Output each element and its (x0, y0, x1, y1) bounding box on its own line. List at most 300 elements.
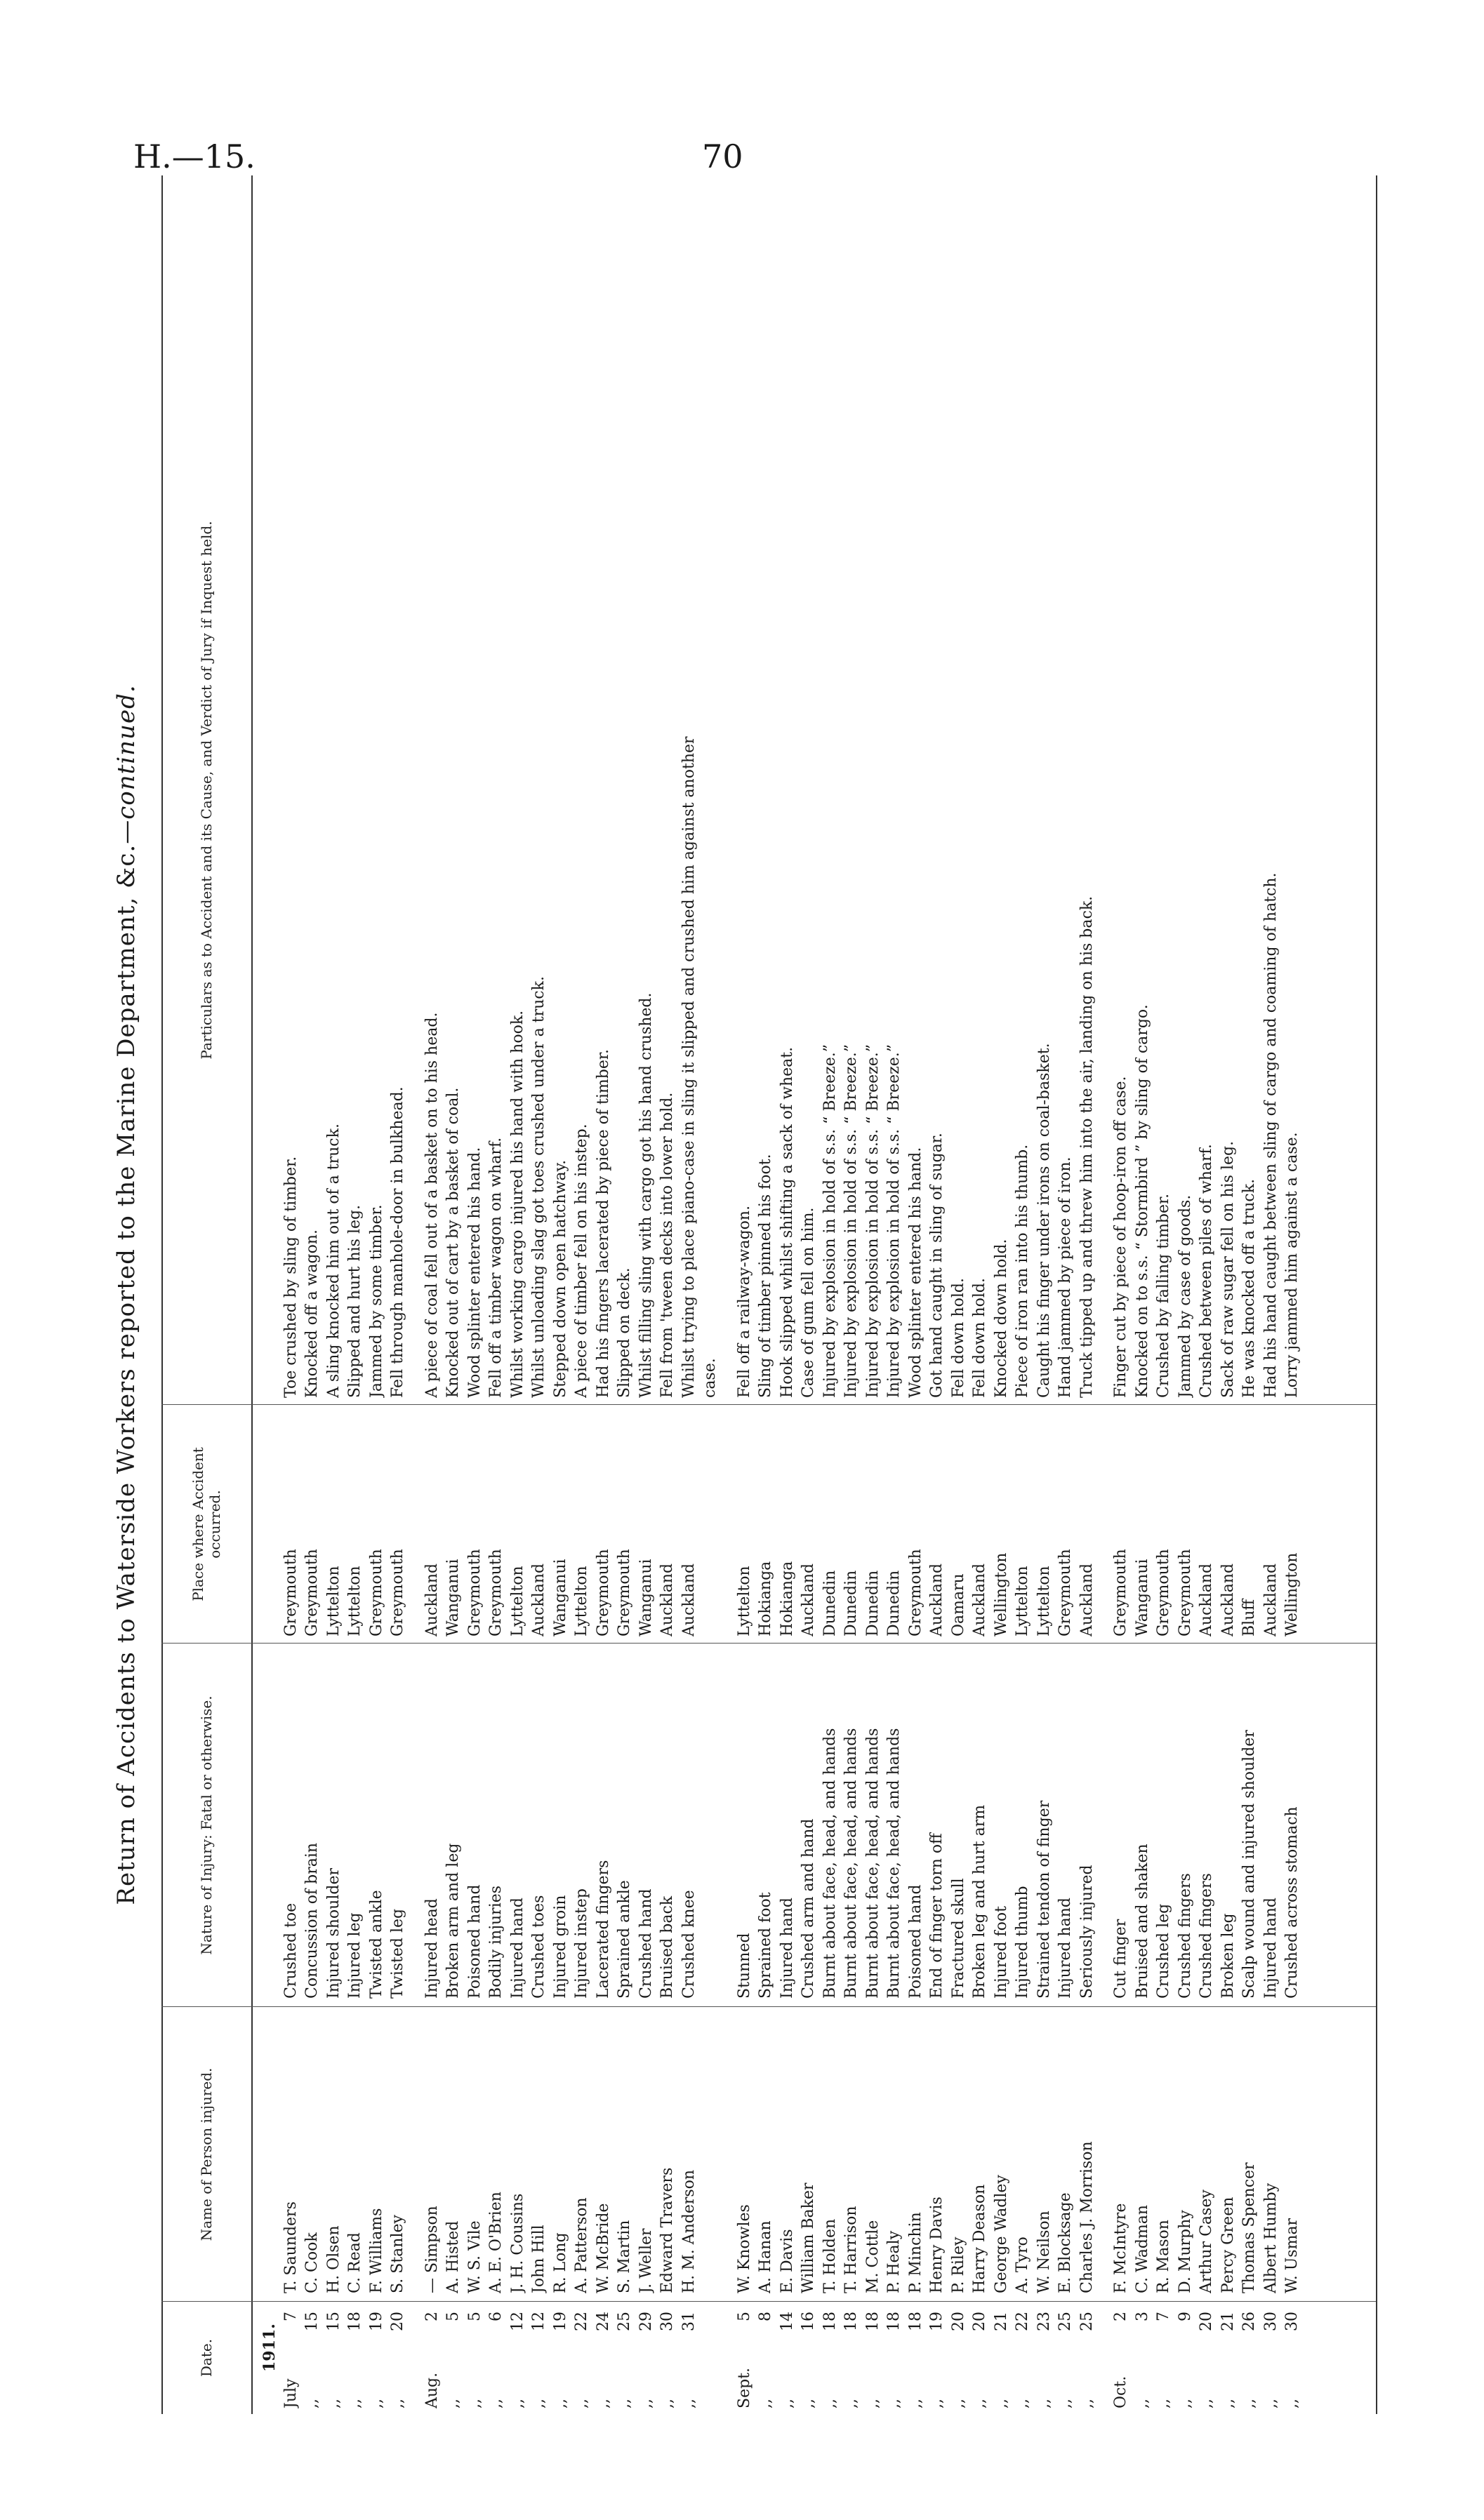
column-header-date: Date. (198, 2338, 215, 2378)
table-row (927, 175, 947, 2414)
column-header-name: Name of Person injured. (198, 2067, 215, 2241)
accident-particulars: Fell from 'tween decks into lower hold. (658, 1092, 676, 1398)
accident-particulars: Injured by explosion in hold of s.s. “ Breeze.” (821, 1044, 839, 1398)
date-month: ,, (346, 2399, 364, 2408)
accident-place: Dunedin (885, 1570, 903, 1636)
date-month: ,, (757, 2399, 774, 2408)
date-month: ,, (303, 2399, 321, 2408)
accident-place: Auckland (530, 1563, 548, 1636)
accident-place: Lyttelton (735, 1566, 753, 1636)
table-top-rule (161, 175, 163, 2414)
table-row (1013, 175, 1033, 2414)
table-row (842, 175, 861, 2414)
table-row (465, 175, 485, 2414)
accident-particulars: Sling of timber pinned his foot. (757, 1154, 774, 1398)
accident-particulars: Crushed by falling timber. (1155, 1193, 1172, 1398)
table-row (508, 175, 528, 2414)
date-day: 29 (637, 2312, 655, 2331)
table-row (821, 175, 840, 2414)
accident-particulars: Knocked down hold. (992, 1239, 1010, 1398)
accident-place: Auckland (680, 1563, 698, 1636)
date-month: ,, (1198, 2399, 1215, 2408)
person-name: A. E. O'Brien (487, 2192, 505, 2293)
person-name: C. Cook (303, 2232, 321, 2293)
accident-particulars: Fell down hold. (971, 1278, 988, 1398)
accident-place: Greymouth (465, 1549, 484, 1636)
date-day: 20 (971, 2312, 988, 2331)
date-month: ,, (487, 2399, 505, 2408)
person-name: R. Long (551, 2232, 569, 2293)
injury-nature: Burnt about face, head, and hands (842, 1728, 860, 1999)
date-day: 7 (281, 2312, 300, 2321)
date-day: 18 (346, 2312, 364, 2331)
table-title-continued: —continued. (112, 684, 140, 844)
year-label: 1911. (260, 2324, 279, 2372)
table-row (1111, 175, 1131, 2414)
date-month: ,, (551, 2399, 569, 2408)
date-month: ,, (949, 2399, 967, 2408)
injury-nature: Crushed toes (530, 1895, 548, 1999)
date-month: ,, (1283, 2399, 1301, 2408)
date-day: 19 (551, 2312, 569, 2331)
person-name: P. Riley (949, 2236, 967, 2293)
date-month: ,, (444, 2399, 462, 2408)
date-day: 15 (303, 2312, 321, 2331)
accident-place: Greymouth (1056, 1549, 1074, 1636)
injury-nature: Injured shoulder (324, 1868, 343, 1999)
table-row (1197, 175, 1217, 2414)
date-month: ,, (389, 2399, 406, 2408)
date-day: 8 (757, 2312, 774, 2321)
date-month: ,, (1078, 2399, 1096, 2408)
date-day: 19 (367, 2312, 385, 2331)
date-day: 25 (1056, 2312, 1074, 2331)
accident-particulars: Knocked out of cart by a basket of coal. (444, 1087, 462, 1398)
person-name: S. Martin (616, 2220, 633, 2293)
injury-nature: Broken leg and hurt arm (971, 1804, 988, 1999)
accident-particulars: Got hand caught in sling of sugar. (928, 1133, 946, 1398)
table-row (367, 175, 387, 2414)
person-name: W. S. Vile (465, 2220, 484, 2293)
accident-place: Bluff (1240, 1599, 1258, 1636)
accident-place: Greymouth (487, 1549, 505, 1636)
accident-place: Lyttelton (573, 1566, 590, 1636)
accident-place: Greymouth (594, 1549, 612, 1636)
accident-particulars: Whilst working cargo injured his hand with hook. (508, 1010, 526, 1398)
accident-particulars: Lorry jammed him against a case. (1283, 1132, 1301, 1398)
accident-place: Auckland (928, 1563, 946, 1636)
accident-particulars: Wood splinter entered his hand. (465, 1147, 484, 1398)
person-name: A. Tyro (1014, 2236, 1031, 2293)
accident-particulars: Finger cut by piece of hoop-iron off case. (1112, 1076, 1129, 1398)
table-row (529, 175, 549, 2414)
person-name: E. Blocksage (1056, 2192, 1074, 2293)
accident-place: Auckland (423, 1563, 441, 1636)
injury-nature: Crushed across stomach (1283, 1806, 1301, 1999)
person-name: C. Wadman (1133, 2204, 1151, 2293)
person-name: Percy Green (1219, 2196, 1237, 2293)
injury-nature: Crushed arm and hand (800, 1818, 817, 1999)
date-day: 21 (992, 2312, 1010, 2331)
injury-nature: Bruised and shaken (1133, 1844, 1151, 1999)
accident-place: Greymouth (906, 1549, 925, 1636)
accident-particulars: He was knocked off a truck. (1240, 1178, 1258, 1398)
accident-particulars: Whilst filling sling with cargo got his hand crushed. (637, 992, 655, 1398)
table-row (906, 175, 926, 2414)
person-name: Charles J. Morrison (1078, 2141, 1096, 2293)
person-name: W. McBride (594, 2203, 612, 2293)
table-row (1261, 175, 1281, 2414)
accident-place: Dunedin (863, 1570, 882, 1636)
accident-place: Lyttelton (508, 1566, 526, 1636)
date-month: Sept. (735, 2367, 753, 2408)
table-row (885, 175, 904, 2414)
date-month: ,, (1056, 2399, 1074, 2408)
table-row (863, 175, 883, 2414)
injury-nature: Burnt about face, head, and hands (885, 1728, 903, 1999)
table-row (594, 175, 614, 2414)
date-day: 31 (680, 2312, 698, 2331)
date-day: 5 (444, 2312, 462, 2321)
date-month: ,, (324, 2399, 343, 2408)
accident-place: Dunedin (842, 1570, 860, 1636)
date-day: 6 (487, 2312, 505, 2321)
date-day: 30 (1261, 2312, 1280, 2331)
accident-particulars: A piece of coal fell out of a basket on to his head. (423, 1012, 441, 1398)
table-row (756, 175, 776, 2414)
person-name: F. McIntyre (1112, 2203, 1129, 2293)
accident-particulars: Whilst unloading slag got toes crushed under a truck. (530, 976, 548, 1398)
accident-particulars: Injured by explosion in hold of s.s. “ Breeze.” (863, 1044, 882, 1398)
person-name: F. Williams (367, 2208, 385, 2293)
table-row (680, 175, 699, 2414)
injury-nature: Crushed leg (1155, 1903, 1172, 1999)
person-name: W. Knowles (735, 2204, 753, 2293)
table-row (992, 175, 1012, 2414)
date-day: 30 (658, 2312, 676, 2331)
accident-particulars: Toe crushed by sling of timber. (281, 1156, 300, 1398)
accident-particulars: Hook slipped whilst shifting a sack of wheat. (778, 1046, 796, 1398)
accident-place: Auckland (1261, 1563, 1280, 1636)
injury-nature: Bruised back (658, 1895, 676, 1999)
date-day: 2 (423, 2312, 441, 2321)
accident-particulars: Injured by explosion in hold of s.s. “ Breeze.” (842, 1044, 860, 1398)
date-month: ,, (1176, 2399, 1194, 2408)
person-name: John Hill (530, 2225, 548, 2293)
person-name: Harry Deason (971, 2184, 988, 2293)
date-day: 23 (1035, 2312, 1053, 2331)
table-row (658, 175, 677, 2414)
date-month: ,, (573, 2399, 590, 2408)
injury-nature: Cut finger (1112, 1919, 1129, 1999)
accident-place: Auckland (658, 1563, 676, 1636)
accident-particulars: Sack of raw sugar fell on his leg. (1219, 1140, 1237, 1398)
date-day: 24 (594, 2312, 612, 2331)
injury-nature: Injured hand (508, 1898, 526, 1999)
rotated-table-sheet (112, 175, 1383, 2414)
table-row (1154, 175, 1174, 2414)
accident-particulars: Slipped and hurt his leg. (346, 1204, 364, 1398)
person-name: H. M. Anderson (680, 2169, 698, 2293)
accident-place: Wanganui (551, 1559, 569, 1636)
person-name: P. Healy (885, 2230, 903, 2293)
injury-nature: Twisted ankle (367, 1890, 385, 1999)
injury-nature: Poisoned hand (906, 1884, 925, 1999)
date-month: ,, (863, 2399, 882, 2408)
accident-place: Greymouth (1112, 1549, 1129, 1636)
accident-particulars: Fell off a timber wagon on wharf. (487, 1137, 505, 1398)
person-name: — Simpson (423, 2206, 441, 2293)
accident-place: Wanganui (1133, 1559, 1151, 1636)
person-name: George Wadley (992, 2175, 1010, 2293)
person-name: T. Saunders (281, 2201, 300, 2293)
table-row (281, 175, 301, 2414)
accident-place: Wellington (992, 1552, 1010, 1636)
injury-nature: Burnt about face, head, and hands (863, 1728, 882, 1999)
table-row (1176, 175, 1195, 2414)
person-name: T. Harrison (842, 2206, 860, 2293)
date-month: ,, (1240, 2399, 1258, 2408)
date-day: 12 (530, 2312, 548, 2331)
date-month: ,, (367, 2399, 385, 2408)
accident-place: Lyttelton (1035, 1566, 1053, 1636)
injury-nature: Injured hand (778, 1898, 796, 1999)
accident-place: Greymouth (367, 1549, 385, 1636)
date-day: 20 (389, 2312, 406, 2331)
injury-nature: Injured head (423, 1898, 441, 1999)
year-row (260, 175, 279, 2414)
injury-nature: Injured hand (1056, 1898, 1074, 1999)
date-month: ,, (1035, 2399, 1053, 2408)
injury-nature: Crushed fingers (1198, 1873, 1215, 1999)
accident-particulars: Had his hand caught between sling of cargo and coaming of hatch. (1261, 872, 1280, 1398)
date-month: ,, (1014, 2399, 1031, 2408)
accident-particulars: Fell down hold. (949, 1278, 967, 1398)
accident-place: Greymouth (389, 1549, 406, 1636)
accident-place: Wanganui (637, 1559, 655, 1636)
accident-particulars: Slipped on deck. (616, 1267, 633, 1398)
date-month: ,, (885, 2399, 903, 2408)
accident-place: Wanganui (444, 1559, 462, 1636)
table-row (949, 175, 969, 2414)
date-day: 15 (324, 2312, 343, 2331)
injury-nature: Injured groin (551, 1895, 569, 1999)
table-title (112, 175, 140, 2414)
person-name: T. Holden (821, 2218, 839, 2293)
table-row (572, 175, 592, 2414)
table-row (970, 175, 990, 2414)
accident-place: Greymouth (616, 1549, 633, 1636)
injury-nature: Injured hand (1261, 1898, 1280, 1999)
accident-place: Auckland (1078, 1563, 1096, 1636)
accident-particulars: Case of gum fell on him. (800, 1207, 817, 1398)
injury-nature: Sprained ankle (616, 1880, 633, 1999)
accident-particulars: Crushed between piles of wharf. (1198, 1144, 1215, 1398)
date-month: ,, (842, 2399, 860, 2408)
date-month: July (281, 2378, 300, 2408)
date-day: 30 (1283, 2312, 1301, 2331)
accident-particulars: A sling knocked him out of a truck. (324, 1124, 343, 1398)
person-name: A. Patterson (573, 2197, 590, 2293)
accident-place: Greymouth (303, 1549, 321, 1636)
injury-nature: Lacerated fingers (594, 1860, 612, 1999)
accident-particulars: Wood splinter entered his hand. (906, 1147, 925, 1398)
accident-particulars: Piece of iron ran into his thumb. (1014, 1144, 1031, 1398)
date-day: 18 (842, 2312, 860, 2331)
table-row (637, 175, 656, 2414)
accident-place: Auckland (1219, 1563, 1237, 1636)
person-name: William Baker (800, 2182, 817, 2293)
date-month: ,, (680, 2399, 698, 2408)
date-month: ,, (800, 2399, 817, 2408)
date-month: ,, (1261, 2399, 1280, 2408)
person-name: P. Minchin (906, 2212, 925, 2293)
date-day: 16 (800, 2312, 817, 2331)
table-row (778, 175, 797, 2414)
person-name: S. Stanley (389, 2215, 406, 2293)
date-month: ,, (616, 2399, 633, 2408)
injury-nature: Scalp wound and injured shoulder (1240, 1730, 1258, 1999)
date-day: 18 (863, 2312, 882, 2331)
date-month: Aug. (423, 2372, 441, 2408)
date-day: 9 (1176, 2312, 1194, 2321)
page-number: 70 (702, 138, 743, 175)
column-header-injury: Nature of Injury: Fatal or otherwise. (198, 1695, 215, 1955)
accident-place: Hokianga (757, 1561, 774, 1636)
injury-nature: Injured foot (992, 1906, 1010, 1999)
table-row (1283, 175, 1302, 2414)
accident-place: Lyttelton (346, 1566, 364, 1636)
table-row (735, 175, 755, 2414)
accident-particulars: Fell through manhole-door in bulkhead. (389, 1086, 406, 1398)
injury-nature: Burnt about face, head, and hands (821, 1728, 839, 1999)
table-bottom-rule (1376, 175, 1377, 2414)
date-day: 22 (1014, 2312, 1031, 2331)
accident-particulars: Truck tipped up and threw him into the air, landing on his back. (1078, 895, 1096, 1398)
accident-particulars: Jammed by case of goods. (1176, 1194, 1194, 1398)
person-name: J. H. Cousins (508, 2193, 526, 2293)
accident-place: Hokianga (778, 1561, 796, 1636)
person-name: D. Murphy (1176, 2210, 1194, 2293)
accident-place: Auckland (800, 1563, 817, 1636)
date-month: ,, (821, 2399, 839, 2408)
person-name: Arthur Casey (1198, 2189, 1215, 2293)
accident-place: Greymouth (281, 1549, 300, 1636)
table-row (1219, 175, 1238, 2414)
injury-nature: Injured thumb (1014, 1886, 1031, 1999)
accident-particulars: Caught his finger under irons on coal-basket. (1035, 1043, 1053, 1398)
injury-nature: Crushed hand (637, 1888, 655, 1999)
injury-nature: Strained tendon of finger (1035, 1800, 1053, 1999)
table-row (388, 175, 408, 2414)
date-day: 22 (573, 2312, 590, 2331)
accident-place: Wellington (1283, 1552, 1301, 1636)
person-name: Edward Travers (658, 2167, 676, 2293)
accident-particulars: case. (701, 1358, 719, 1398)
date-month: ,, (778, 2399, 796, 2408)
injury-nature: Poisoned hand (465, 1884, 484, 1999)
date-day: 3 (1133, 2312, 1151, 2321)
accident-particulars: Knocked off a wagon. (303, 1229, 321, 1398)
date-month: ,, (1133, 2399, 1151, 2408)
person-name: A. Hanan (757, 2220, 774, 2293)
injury-nature: Broken leg (1219, 1913, 1237, 1999)
date-day: 19 (928, 2312, 946, 2331)
table-row (324, 175, 344, 2414)
date-month: ,, (928, 2399, 946, 2408)
table-row (444, 175, 463, 2414)
injury-nature: Crushed fingers (1176, 1873, 1194, 1999)
date-day: 18 (821, 2312, 839, 2331)
date-day: 18 (906, 2312, 925, 2331)
table-row (551, 175, 571, 2414)
accident-particulars: Fell off a railway-wagon. (735, 1205, 753, 1398)
accident-place: Auckland (971, 1563, 988, 1636)
table-row (345, 175, 365, 2414)
date-month: ,, (992, 2399, 1010, 2408)
person-name: A. Histed (444, 2220, 462, 2293)
date-day: 5 (465, 2312, 484, 2321)
injury-nature: Bodily injuries (487, 1885, 505, 1999)
table-row (1078, 175, 1097, 2414)
table-header-rule (251, 175, 253, 2414)
table-row (1035, 175, 1054, 2414)
table-row (701, 175, 720, 2414)
page-code: H.—15. (133, 138, 256, 175)
date-day: 14 (778, 2312, 796, 2331)
date-day: 25 (1078, 2312, 1096, 2331)
date-month: ,, (594, 2399, 612, 2408)
accident-particulars: A piece of timber fell on his instep. (573, 1124, 590, 1398)
date-month: ,, (637, 2399, 655, 2408)
injury-nature: Twisted leg (389, 1908, 406, 1999)
person-name: J. Weller (637, 2228, 655, 2293)
table-title-text: Return of Accidents to Waterside Workers reported to the Marine Department, &c. (112, 844, 140, 1905)
date-day: 18 (885, 2312, 903, 2331)
accident-place: Lyttelton (324, 1566, 343, 1636)
injury-nature: Concussion of brain (303, 1842, 321, 1999)
injury-nature: Injured leg (346, 1912, 364, 1999)
table-row (1056, 175, 1075, 2414)
accident-particulars: Hand jammed by piece of iron. (1056, 1156, 1074, 1398)
accident-particulars: Stepped down open hatchway. (551, 1159, 569, 1398)
date-day: 21 (1219, 2312, 1237, 2331)
date-day: 26 (1240, 2312, 1258, 2331)
date-month: ,, (1155, 2399, 1172, 2408)
date-day: 5 (735, 2312, 753, 2321)
date-day: 12 (508, 2312, 526, 2331)
person-name: Thomas Spencer (1240, 2162, 1258, 2293)
date-month: ,, (658, 2399, 676, 2408)
person-name: Albert Humby (1261, 2182, 1280, 2293)
date-month: ,, (530, 2399, 548, 2408)
accident-place: Greymouth (1155, 1549, 1172, 1636)
accident-particulars: Injured by explosion in hold of s.s. “ Breeze.” (885, 1044, 903, 1398)
person-name: H. Olsen (324, 2225, 343, 2293)
person-name: W. Neilson (1035, 2211, 1053, 2293)
date-month: ,, (971, 2399, 988, 2408)
date-month: Oct. (1112, 2375, 1129, 2408)
accident-particulars: Knocked on to s.s. “ Stormbird ” by sling of cargo. (1133, 1004, 1151, 1398)
person-name: W. Usmar (1283, 2218, 1301, 2293)
accident-place: Auckland (1198, 1563, 1215, 1636)
table-row (1133, 175, 1153, 2414)
accident-place: Greymouth (1176, 1549, 1194, 1636)
date-day: 20 (949, 2312, 967, 2331)
accident-place: Oamaru (949, 1573, 967, 1636)
accident-place: Dunedin (821, 1570, 839, 1636)
injury-nature: Crushed knee (680, 1890, 698, 1999)
